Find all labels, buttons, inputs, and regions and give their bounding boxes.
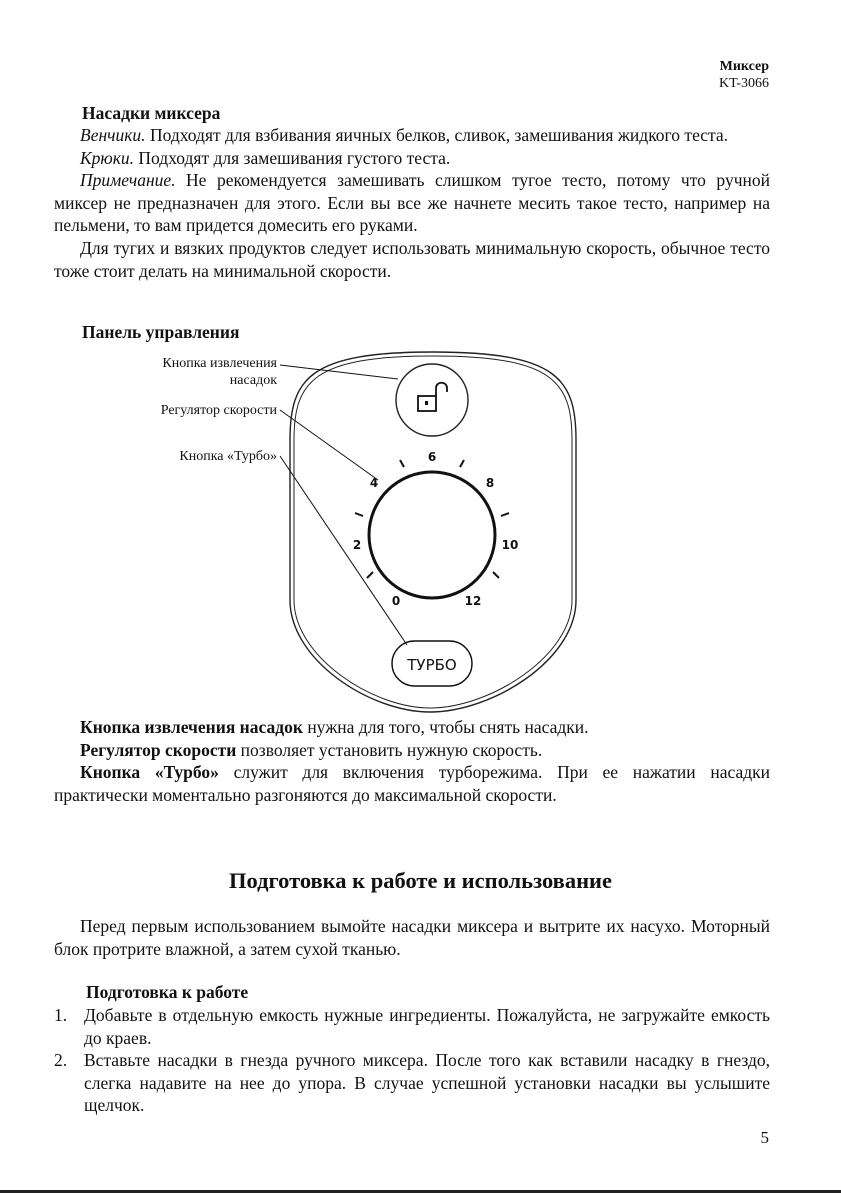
desc-eject <box>54 716 770 739</box>
text-note: Не рекомендуется замешивать слишком тугое тесто, потому что ручной миксер не предназначен для этого. Если вы все же начнете месить такое тесто, например на пельмени, то вам придется домесить его руками. <box>54 170 770 236</box>
desc-eject-term: Кнопка извлечения насадок <box>80 717 303 737</box>
desc-turbo <box>54 761 770 806</box>
paragraph-speed-advice: Для тугих и вязких продуктов следует использовать минимальную скорость, обычное тесто тоже стоит делать на минимальной скорости. <box>54 237 770 281</box>
text-whisks: Подходят для взбивания яичных белков, сливок, замешивания жидкого теста. <box>145 125 729 145</box>
term-whisks: Венчики. <box>80 125 146 145</box>
header-product: Миксер <box>719 59 769 74</box>
desc-speed-term: Регулятор скорости <box>80 739 237 760</box>
text-hooks: Подходят для замешивания густого теста. <box>134 147 451 168</box>
step-text: Вставьте насадки в гнезда ручного миксера. После того как вставили насадку в гнездо, слегка надавите на нее до упора. В случае успешной установки насадки вы услышите щелчок. <box>84 1050 770 1116</box>
list-item <box>54 1049 770 1117</box>
label-eject-line2: насадок <box>229 373 277 388</box>
dial-number-2: 2 <box>352 538 362 552</box>
desc-eject-text: нужна для того, чтобы снять насадки. <box>302 717 589 737</box>
list-item <box>54 1004 770 1049</box>
dial-number-6: 6 <box>427 450 437 464</box>
desc-turbo-term: Кнопка «Турбо» <box>80 762 219 783</box>
paragraph-hooks <box>54 147 770 170</box>
controls-description <box>54 716 770 806</box>
step-number: 2. <box>54 1050 68 1071</box>
term-hooks: Крюки. <box>80 147 135 168</box>
header-model: KT-3066 <box>718 76 769 91</box>
label-eject-line1: Кнопка извлечения <box>162 356 277 371</box>
attachments-body <box>54 124 770 282</box>
label-turbo-button: Кнопка «Турбо» <box>179 449 277 464</box>
section-intro: Перед первым использованием вымойте насадки миксера и вытрите их насухо. Моторный блок протрите влажной, а затем сухой тканью. <box>54 916 770 959</box>
eject-button <box>396 364 468 436</box>
label-speed-regulator: Регулятор скорости <box>160 403 277 418</box>
desc-speed <box>54 739 770 762</box>
preparation-subtitle: Подготовка к работе <box>86 982 249 1002</box>
step-number: 1. <box>54 1005 68 1025</box>
paragraph-whisks <box>54 124 770 147</box>
dial-number-8: 8 <box>485 476 495 490</box>
term-note: Примечание. <box>80 170 176 191</box>
dial-number-0: 0 <box>391 594 401 608</box>
step-text: Добавьте в отдельную емкость нужные ингредиенты. Пожалуйста, не загружайте емкость до краев. <box>84 1005 770 1048</box>
page-number: 5 <box>760 1128 769 1147</box>
paragraph-note <box>54 169 770 237</box>
panel-title: Панель управления <box>82 322 240 342</box>
dial-number-12: 12 <box>464 594 482 608</box>
control-panel-diagram <box>0 330 841 720</box>
dial-number-10: 10 <box>501 538 519 552</box>
dial-number-4: 4 <box>369 476 379 490</box>
turbo-button-label: ТУРБО <box>407 656 457 674</box>
section-title: Подготовка к работе и использование <box>228 868 612 893</box>
document-header <box>719 58 769 92</box>
attachments-title: Насадки миксера <box>82 103 221 123</box>
desc-speed-text: позволяет установить нужную скорость. <box>236 739 543 760</box>
speed-dial <box>369 472 495 598</box>
desc-turbo-text: служит для включения турборежима. При ее нажатии насадки практически моментально разгоняются до максимальной скорости. <box>54 762 770 805</box>
preparation-steps <box>54 1004 770 1117</box>
